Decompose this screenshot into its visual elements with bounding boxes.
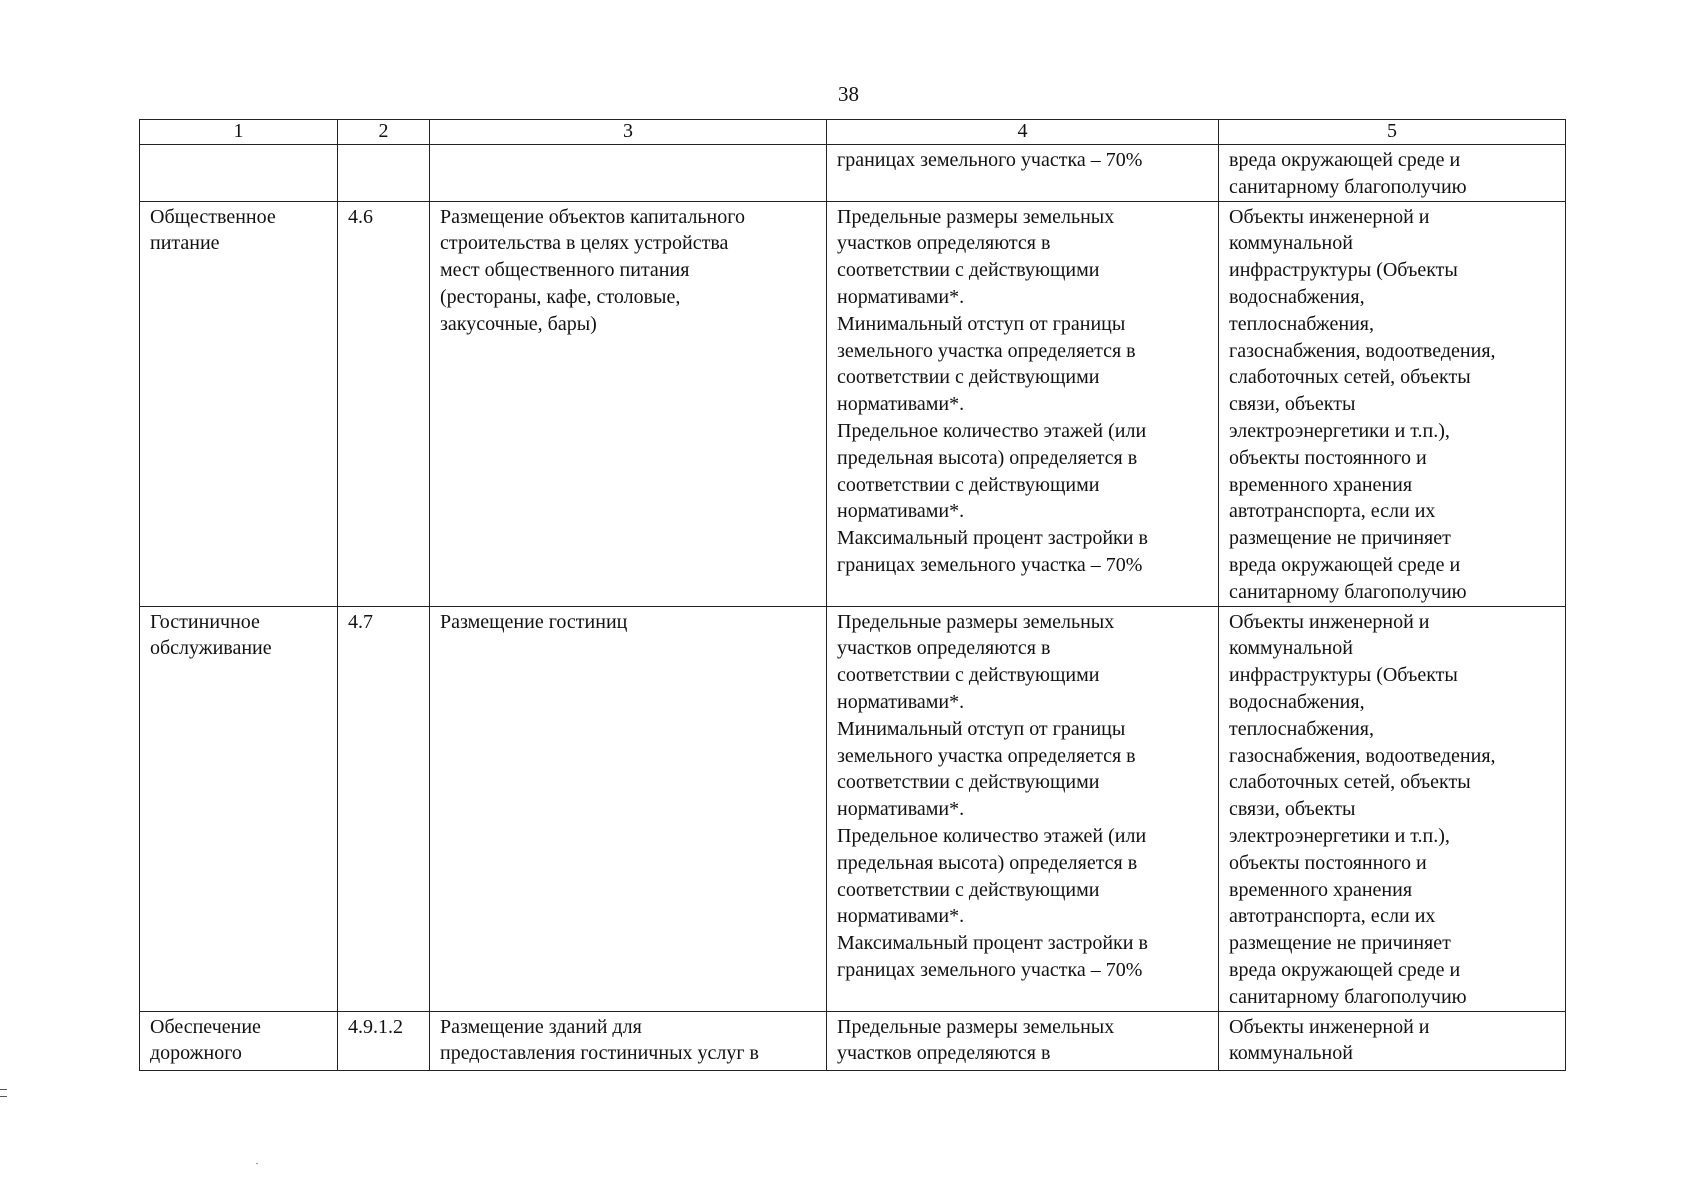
auxiliary-uses-cell: Объекты инженерной и коммунальной инфраструктуры (Объекты водоснабжения, теплоснабжения, газоснабжения, водоотведения, слаботочных сетей, объекты связи, объекты электроэнергетики и т.п.), объекты постоянного и временного хранения автотранспорта, если их размещение не причиняет вреда окружающей среде и санитарному благополучию [1219, 201, 1566, 606]
use-name-cell: Общественное питание [140, 201, 338, 606]
scan-speck [256, 1163, 258, 1164]
use-description-cell: Размещение объектов капитального строительства в целях устройства мест общественного питания (рестораны, кафе, столовые, закусочные, бары) [430, 201, 827, 606]
parameters-cell: Предельные размеры земельных участков определяются в соответствии с действующими нормативами*. Минимальный отступ от границы земельного участка определяется в соответствии с действующими нормативами*. Предельное количество этажей (или предельная высота) определяется в соответствии с действующими нормативами*. Максимальный процент застройки в границах земельного участка – 70% [827, 201, 1219, 606]
use-name-cell: Обеспечение дорожного [140, 1011, 338, 1070]
use-name-cell [140, 145, 338, 202]
use-code-cell: 4.9.1.2 [338, 1011, 430, 1070]
parameters-cell: Предельные размеры земельных участков определяются в соответствии с действующими нормативами*. Минимальный отступ от границы земельного участка определяется в соответствии с действующими нормативами*. Предельное количество этажей (или предельная высота) определяется в соответствии с действующими нормативами*. Максимальный процент застройки в границах земельного участка – 70% [827, 606, 1219, 1011]
header-cell: 4 [827, 120, 1219, 145]
column-number-header [140, 120, 1566, 145]
header-cell: 1 [140, 120, 338, 145]
header-cell: 5 [1219, 120, 1566, 145]
parameters-cell: Предельные размеры земельных участков определяются в [827, 1011, 1219, 1070]
zoning-table [139, 119, 1566, 1071]
auxiliary-uses-cell: вреда окружающей среде и санитарному благополучию [1219, 145, 1566, 202]
scan-edge-mark [0, 1089, 7, 1097]
header-cell: 2 [338, 120, 430, 145]
use-code-cell: 4.6 [338, 201, 430, 606]
table-row [140, 606, 1566, 1011]
use-name-cell: Гостиничное обслуживание [140, 606, 338, 1011]
table-row [140, 201, 1566, 606]
parameters-cell: границах земельного участка – 70% [827, 145, 1219, 202]
use-description-cell [430, 145, 827, 202]
auxiliary-uses-cell: Объекты инженерной и коммунальной [1219, 1011, 1566, 1070]
page-number: 38 [838, 82, 859, 106]
header-cell: 3 [430, 120, 827, 145]
use-code-cell: 4.7 [338, 606, 430, 1011]
auxiliary-uses-cell: Объекты инженерной и коммунальной инфраструктуры (Объекты водоснабжения, теплоснабжения, газоснабжения, водоотведения, слаботочных сетей, объекты связи, объекты электроэнергетики и т.п.), объекты постоянного и временного хранения автотранспорта, если их размещение не причиняет вреда окружающей среде и санитарному благополучию [1219, 606, 1566, 1011]
use-code-cell [338, 145, 430, 202]
use-description-cell: Размещение гостиниц [430, 606, 827, 1011]
use-description-cell: Размещение зданий для предоставления гостиничных услуг в [430, 1011, 827, 1070]
table-row [140, 145, 1566, 202]
table-row [140, 1011, 1566, 1070]
